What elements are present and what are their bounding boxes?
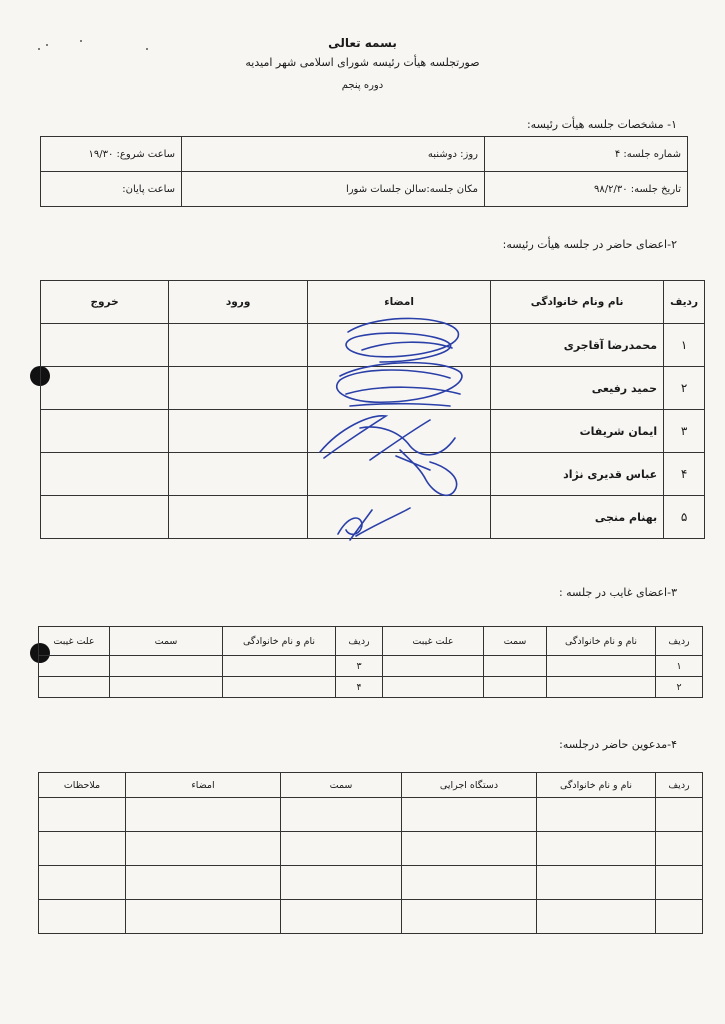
table-row (39, 832, 703, 866)
row-number: ۳ (336, 656, 383, 677)
table-row (39, 677, 703, 698)
row-number: ۴ (664, 453, 705, 496)
col-exit: خروج (41, 281, 169, 324)
member-name: ایمان شریفات (491, 410, 664, 453)
member-name: محمدرضا آقاجری (491, 324, 664, 367)
session-day: روز: دوشنبه (182, 137, 485, 172)
table-row (39, 656, 703, 677)
signature-1 (346, 318, 458, 362)
row-number: ۲ (664, 367, 705, 410)
col-position: سمت (484, 627, 547, 656)
session-date: تاریخ جلسه: ۹۸/۲/۳۰ (485, 172, 688, 207)
col-signature: امضاء (308, 281, 491, 324)
member-name: عباس قدیری نژاد (491, 453, 664, 496)
signature-2 (337, 363, 462, 406)
member-name: حمید رفیعی (491, 367, 664, 410)
exit-cell (41, 410, 169, 453)
document-title: بسمه تعالی (328, 36, 397, 50)
session-end-time: ساعت پایان: (41, 172, 182, 207)
table-row (39, 798, 703, 832)
col-reason: علت غیبت (39, 627, 110, 656)
col-reason: علت غیبت (383, 627, 484, 656)
col-entry: ورود (169, 281, 308, 324)
col-org: دستگاه اجرایی (402, 773, 537, 798)
col-row: ردیف (656, 773, 703, 798)
row-number: ۲ (656, 677, 703, 698)
col-row: ردیف (336, 627, 383, 656)
exit-cell (41, 496, 169, 539)
signature-4 (338, 508, 410, 540)
session-start-time: ساعت شروع: ۱۹/۳۰ (41, 137, 182, 172)
col-row: ردیف (656, 627, 703, 656)
col-position: سمت (110, 627, 223, 656)
section2-heading: ۲-اعضای حاضر در جلسه هیأت رئیسه: (502, 238, 677, 251)
col-notes: ملاحظات (39, 773, 126, 798)
document-subtitle: صورتجلسه هیأت رئیسه شورای اسلامی شهر امیدیه (245, 56, 480, 69)
row-number: ۱ (664, 324, 705, 367)
row-number: ۴ (336, 677, 383, 698)
council-period: دوره پنجم (341, 80, 384, 91)
exit-cell (41, 367, 169, 410)
row-number: ۵ (664, 496, 705, 539)
col-name: نام و نام خانوادگی (223, 627, 336, 656)
absent-members-table (38, 626, 703, 698)
table-row (39, 900, 703, 934)
session-details-table (40, 136, 688, 207)
handwritten-signatures (300, 310, 490, 550)
entry-cell (169, 453, 308, 496)
col-name: نام و نام خانوادگی (547, 627, 656, 656)
session-number: شماره جلسه: ۴ (485, 137, 688, 172)
row-number: ۱ (656, 656, 703, 677)
section1-heading: ۱- مشخصات جلسه هیأت رئیسه: (526, 118, 677, 131)
entry-cell (169, 496, 308, 539)
section3-heading: ۳-اعضای غایب در جلسه : (558, 586, 677, 599)
exit-cell (41, 453, 169, 496)
entry-cell (169, 367, 308, 410)
col-signature: امضاء (126, 773, 281, 798)
entry-cell (169, 410, 308, 453)
signature-3 (320, 416, 457, 496)
col-row: ردیف (664, 281, 705, 324)
col-name: نام ونام خانوادگی (491, 281, 664, 324)
entry-cell (169, 324, 308, 367)
invitees-table (38, 772, 703, 934)
col-name: نام و نام خانوادگی (537, 773, 656, 798)
exit-cell (41, 324, 169, 367)
section4-heading: ۴-مدعوین حاضر درجلسه: (559, 738, 677, 751)
row-number: ۳ (664, 410, 705, 453)
table-row (39, 866, 703, 900)
col-position: سمت (281, 773, 402, 798)
session-location: مکان جلسه:سالن جلسات شورا (182, 172, 485, 207)
member-name: بهنام منجی (491, 496, 664, 539)
